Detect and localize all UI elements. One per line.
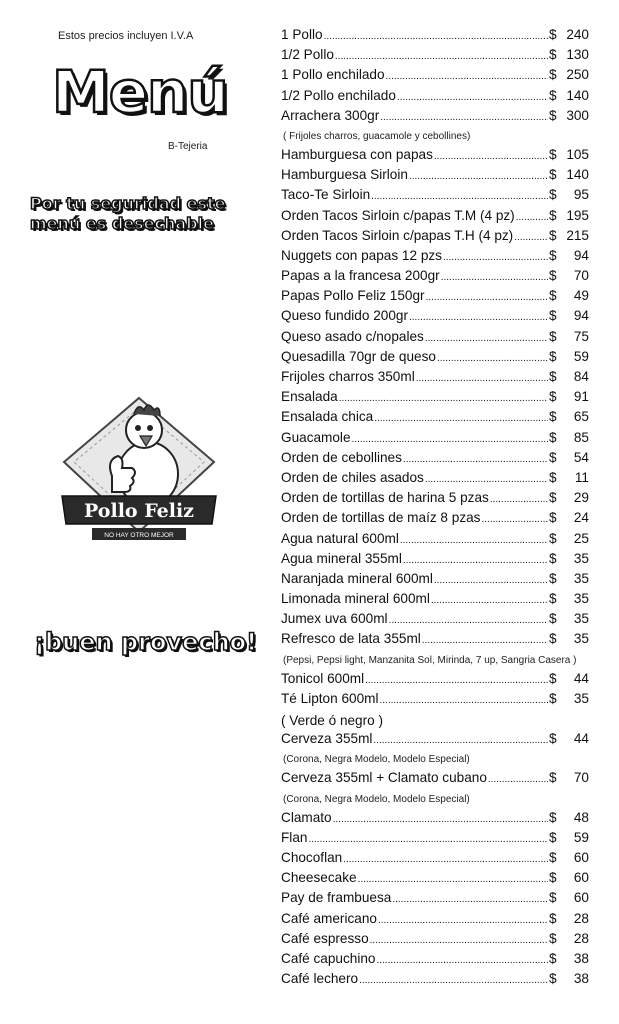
menu-item [281,369,589,389]
menu-item-price: 49 [573,288,589,304]
menu-item [281,510,589,530]
menu-item-currency: $ [549,449,557,465]
menu-item-currency: $ [549,348,557,364]
menu-item-leader [425,470,548,485]
menu-item-name: Ensalada [281,389,338,405]
menu-title: Menú [52,58,228,126]
menu-item-leader [365,671,548,686]
menu-item-currency: $ [549,829,557,845]
menu-item [281,890,589,910]
menu-item-price: 130 [566,47,589,63]
menu-item-price: 35 [573,631,589,647]
menu-item-name: 1 Pollo enchilado [281,67,385,83]
menu-item-leader [441,268,548,283]
menu-item-currency: $ [549,308,557,324]
menu-item-leader [324,27,548,42]
menu-item-leader [378,911,548,926]
menu-item [281,108,589,128]
menu-item [281,187,589,207]
menu-item-name: Orden de chiles asados [281,469,424,485]
menu-item-currency: $ [549,971,557,987]
menu-item-price: 85 [573,429,589,445]
menu-item-price: 60 [573,849,589,865]
menu-item [281,830,589,850]
menu-item [281,850,589,870]
menu-item-name: Flan [281,829,308,845]
menu-item-price: 38 [573,971,589,987]
menu-item-price: 240 [566,27,589,42]
logo-brand-text: Pollo Feliz [84,500,194,522]
menu-note: ( Frijoles charros, guacamole y cebollines) [283,130,471,142]
menu-item [281,671,589,691]
closing-message: ¡buen provecho! [34,628,258,656]
menu-item-name: Chocoflan [281,849,343,865]
menu-item-name: Orden de tortillas de maíz 8 pzas [281,510,481,526]
menu-item-price: 250 [566,67,589,83]
menu-item-name: Orden Tacos Sirloin c/papas T.H (4 pz) [281,227,514,243]
menu-item-currency: $ [549,167,557,183]
menu-item-currency: $ [549,849,557,865]
menu-item-name: 1/2 Pollo enchilado [281,87,396,103]
menu-item [281,228,589,248]
menu-item-currency: $ [549,809,557,825]
menu-item-leader [370,931,548,946]
menu-item [281,591,589,611]
menu-item-price: 60 [573,870,589,886]
menu-item-price: 70 [573,770,589,786]
menu-item [281,870,589,890]
menu-item-price: 91 [573,389,589,405]
menu-item-price: 28 [573,930,589,946]
left-column [0,0,270,1024]
menu-item-name: Cheesecake [281,870,357,886]
menu-item-currency: $ [549,146,557,162]
menu-item [281,167,589,187]
menu-item-name: Ensalada chica [281,409,374,425]
menu-item-name: Refresco de lata 355ml [281,631,421,647]
menu-item [281,27,589,47]
menu-note: (Pepsi, Pepsi light, Manzanita Sol, Mirinda, 7 up, Sangria Casera ) [283,654,577,666]
menu-item-currency: $ [549,731,557,747]
menu-item-price: 48 [573,809,589,825]
menu-item-currency: $ [549,670,557,686]
menu-item-leader [490,490,548,505]
menu-item-currency: $ [549,550,557,566]
menu-item-name: Hamburguesa Sirloin [281,167,408,183]
menu-item-leader [374,409,548,424]
menu-item-price: 94 [573,308,589,324]
menu-item-leader [426,288,548,303]
menu-item-name: Jumex uva 600ml [281,611,388,627]
menu-item [281,951,589,971]
menu-item-name: Tonicol 600ml [281,670,365,686]
menu-item-name: Frijoles charros 350ml [281,369,415,384]
iva-note: Estos precios incluyen I.V.A [58,30,194,42]
menu-item-leader [308,830,548,845]
menu-item-currency: $ [549,187,557,203]
menu-item-leader [333,810,548,825]
menu-item-name: Queso asado c/nopales [281,328,424,344]
menu-item-name: Agua mineral 355ml [281,550,402,566]
menu-item-price: 140 [566,167,589,183]
menu-item-price: 65 [573,409,589,425]
menu-item-price: 28 [573,910,589,926]
menu-item-currency: $ [549,288,557,304]
menu-item-currency: $ [549,369,557,384]
menu-item-currency: $ [549,890,557,906]
menu-item-name: Cerveza 355ml + Clamato cubano [281,770,487,786]
pollo-feliz-logo [56,392,222,552]
menu-item [281,470,589,490]
menu-item [281,308,589,328]
menu-item-name: Café espresso [281,930,369,946]
menu-item [281,268,589,288]
menu-item [281,450,589,470]
menu-item [281,911,589,931]
menu-item-name: 1 Pollo [281,27,323,42]
menu-item-currency: $ [549,67,557,83]
menu-item-currency: $ [549,227,557,243]
menu-item-leader [379,691,548,706]
menu-item-name: Quesadilla 70gr de queso [281,348,436,364]
menu-item-leader [403,450,548,465]
menu-item [281,208,589,228]
menu-item-leader [425,329,548,344]
menu-item-currency: $ [549,207,557,223]
menu-item-price: 95 [573,187,589,203]
menu-item-price: 75 [573,328,589,344]
menu-item-name: Orden Tacos Sirloin c/papas T.M (4 pz) [281,207,515,223]
menu-item-currency: $ [549,591,557,607]
menu-item-currency: $ [549,328,557,344]
menu-item-currency: $ [549,469,557,485]
menu-item-name: Café lechero [281,971,359,987]
menu-item [281,288,589,308]
menu-item-name: Limonada mineral 600ml [281,591,430,607]
menu-item [281,731,589,751]
menu-item-price: 70 [573,268,589,284]
menu-item-currency: $ [549,530,557,546]
menu-item-price: 35 [573,570,589,586]
menu-item [281,931,589,951]
menu-item-name: Hamburguesa con papas [281,146,433,162]
menu-item-name: Queso fundido 200gr [281,308,408,324]
menu-item [281,47,589,67]
menu-note: (Corona, Negra Modelo, Modelo Especial) [283,754,470,766]
menu-item-name: Papas a la francesa 200gr [281,268,440,284]
menu-note: (Corona, Negra Modelo, Modelo Especial) [283,793,470,805]
safety-line-1: Por tu seguridad este [30,194,226,213]
menu-item-name: Agua natural 600ml [281,530,399,546]
menu-item [281,571,589,591]
menu-item-currency: $ [549,27,557,42]
menu-item-leader [343,850,548,865]
menu-item-leader [409,167,548,182]
menu-item-name: Arrachera 300gr [281,107,380,123]
menu-item-name: Taco-Te Sirloin [281,187,371,203]
menu-item-currency: $ [549,490,557,506]
menu-item [281,770,589,790]
menu-item-name: Papas Pollo Feliz 150gr [281,288,425,304]
menu-item [281,551,589,571]
menu-item-currency: $ [549,870,557,886]
menu-item-currency: $ [549,570,557,586]
menu-item-name: Café americano [281,910,377,926]
menu-item [281,389,589,409]
menu-item-price: 94 [573,247,589,263]
menu-item [281,971,589,991]
menu-item [281,531,589,551]
menu-item-leader [434,571,548,586]
menu-item-leader [380,108,548,123]
menu-item-currency: $ [549,409,557,425]
menu-item-leader [443,248,548,263]
menu-item-leader [335,47,548,62]
menu-item-currency: $ [549,510,557,526]
menu-item [281,490,589,510]
menu-item-currency: $ [549,910,557,926]
menu-item-leader [409,308,548,323]
menu-item-name: Nuggets con papas 12 pzs [281,247,442,263]
menu-price-list [281,27,589,991]
menu-item-leader [392,890,548,905]
menu-item-currency: $ [549,950,557,966]
menu-item-leader [389,611,548,626]
menu-item-name: 1/2 Pollo [281,47,334,63]
menu-item-currency: $ [549,389,557,405]
menu-item-name: Guacamole [281,429,351,445]
menu-subnote: ( Verde ó negro ) [281,713,384,728]
menu-item-leader [481,510,548,525]
menu-item-name: Cerveza 355ml [281,731,373,747]
menu-item-currency: $ [549,631,557,647]
menu-item-leader [403,551,548,566]
menu-item-leader [376,951,548,966]
menu-item-price: 59 [573,829,589,845]
menu-item-price: 38 [573,950,589,966]
menu-item-name: Orden de cebollines [281,449,402,465]
menu-item [281,88,589,108]
menu-item [281,349,589,369]
logo-tagline-text: NO HAY OTRO MEJOR [104,532,174,539]
menu-item-leader [359,971,548,986]
menu-item-currency: $ [549,611,557,627]
menu-item-price: 84 [573,369,589,384]
menu-item-price: 25 [573,530,589,546]
menu-item-leader [431,591,548,606]
menu-item-leader [386,67,548,82]
menu-item-name: Clamato [281,809,332,825]
menu-item-price: 44 [573,670,589,686]
menu-item-leader [437,349,548,364]
menu-item-currency: $ [549,107,557,123]
menu-item-price: 24 [573,510,589,526]
menu-item-currency: $ [549,247,557,263]
menu-item-currency: $ [549,930,557,946]
menu-item-leader [358,870,548,885]
menu-item-currency: $ [549,770,557,786]
menu-item-price: 59 [573,348,589,364]
menu-item-leader [514,228,548,243]
menu-item-price: 105 [566,146,589,162]
menu-item-price: 60 [573,890,589,906]
menu-item-currency: $ [549,429,557,445]
menu-item [281,631,589,651]
menu-item-leader [416,369,548,384]
menu-item-price: 300 [566,107,589,123]
menu-item-leader [422,631,548,646]
menu-item-price: 35 [573,690,589,706]
menu-item [281,691,589,711]
menu-item [281,329,589,349]
menu-item-price: 35 [573,611,589,627]
menu-item-leader [373,731,548,746]
menu-item-name: Té Lipton 600ml [281,690,379,706]
menu-item-leader [371,187,548,202]
menu-item-leader [516,208,548,223]
author-credit: B-Tejeria [168,141,208,152]
menu-item [281,409,589,429]
menu-item-leader [400,531,548,546]
menu-item-name: Naranjada mineral 600ml [281,570,433,586]
menu-item-currency: $ [549,690,557,706]
menu-item-leader [339,389,548,404]
menu-item-price: 11 [574,469,589,485]
menu-item-price: 29 [573,490,589,506]
menu-item [281,810,589,830]
menu-item-price: 54 [573,449,589,465]
menu-item [281,67,589,87]
menu-item-name: Pay de frambuesa [281,890,392,906]
menu-item [281,248,589,268]
safety-line-2: menú es desechable [30,214,214,233]
menu-item-leader [434,147,548,162]
menu-item-price: 35 [573,591,589,607]
menu-item-price: 44 [573,731,589,747]
safety-notice [30,194,260,234]
menu-item-currency: $ [549,47,557,63]
menu-item-leader [352,430,548,445]
menu-item-leader [488,770,548,785]
menu-item-name: Orden de tortillas de harina 5 pzas [281,490,489,506]
menu-item-price: 195 [566,207,589,223]
menu-item-currency: $ [549,87,557,103]
menu-item-currency: $ [549,268,557,284]
menu-item-leader [397,88,548,103]
menu-item-price: 140 [566,87,589,103]
menu-item [281,611,589,631]
menu-item-name: Café capuchino [281,950,376,966]
menu-item-price: 215 [566,227,589,243]
menu-item-price: 35 [573,550,589,566]
menu-item [281,147,589,167]
menu-item [281,430,589,450]
